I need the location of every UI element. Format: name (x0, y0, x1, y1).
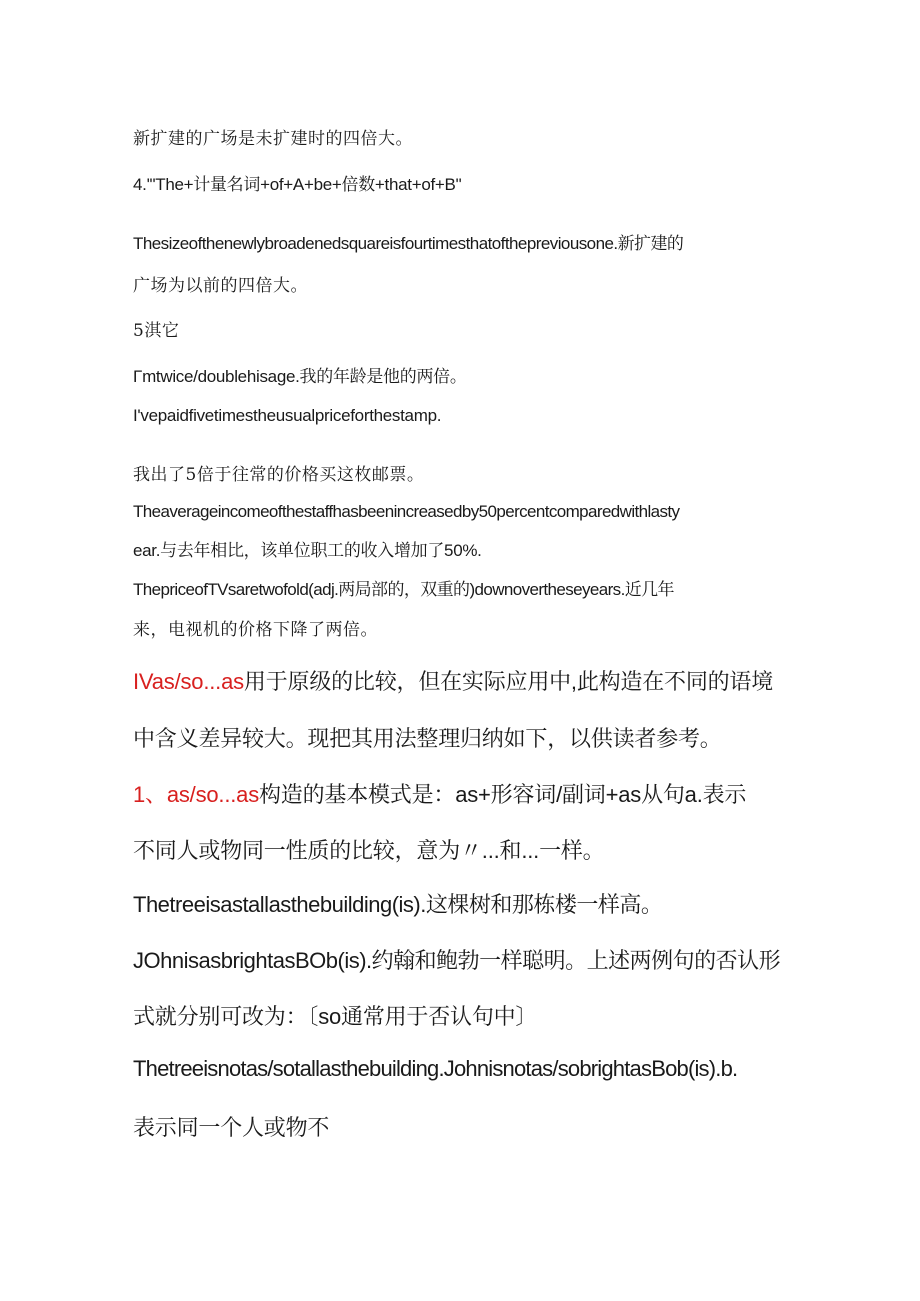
text-line: ThepriceofTVsaretwofold(adj.两局部的，双重的)downovertheseyears.近几年 (133, 580, 674, 599)
text-line: Γmtwice/doublehisage.我的年龄是他的两倍。 (133, 367, 467, 386)
text-line: 来，电视机的价格下降了两倍。 (133, 620, 378, 640)
text-line: 广场为以前的四倍大。 (133, 276, 308, 296)
heading-line: 5淇它 (133, 321, 180, 341)
text-line: 我出了5倍于往常的价格买这枚邮票。 (133, 465, 425, 485)
text-line: ear.与去年相比，该单位职工的收入增加了50%. (133, 541, 482, 560)
text-line: I'vepaidfivetimestheusualpriceforthestamp. (133, 406, 442, 425)
example-line: 表示同一个人或物不 (133, 1115, 330, 1140)
example-line: JOhnisasbrightasBOb(is).约翰和鲍勃一样聪明。上述两例句的否认形 (133, 948, 781, 973)
example-line: 式就分别可改为：〔so通常用于否认句中〕 (133, 1004, 538, 1029)
item-1-line-2: 不同人或物同一性质的比较，意为〃...和...一样。 (133, 838, 605, 863)
formula-line: 4.'"The+计量名词+of+A+be+倍数+that+of+B" (133, 175, 462, 194)
example-line: Thetreeisastallasthebuilding(is).这棵树和那栋楼一样高。 (133, 892, 663, 917)
text-line: Theaverageincomeofthestaffhasbeenincreasedby50percentcomparedwithlasty (133, 502, 680, 521)
text-line: 新扩建的广场是未扩建时的四倍大。 (133, 129, 413, 149)
section-iv-line-1: IVas/so...as用于原级的比较，但在实际应用中,此构造在不同的语境 (133, 669, 774, 694)
item-1-line-1: 1、as/so...as构造的基本模式是：as+形容词/副词+as从句a.表示 (133, 782, 747, 807)
section-iv-line-2: 中含义差异较大。现把其用法整理归纳如下，以供读者参考。 (133, 726, 722, 751)
section-iv-label: IVas/so...as (133, 669, 244, 694)
example-line: Thetreeisnotas/sotallasthebuilding.Johnisnotas/sobrightasBob(is).b. (133, 1056, 738, 1081)
text-line: Thesizeofthenewlybroadenedsquareisfourtimesthatofthepreviousone.新扩建的 (133, 234, 684, 253)
item-1-label: 1、as/so...as (133, 782, 259, 807)
